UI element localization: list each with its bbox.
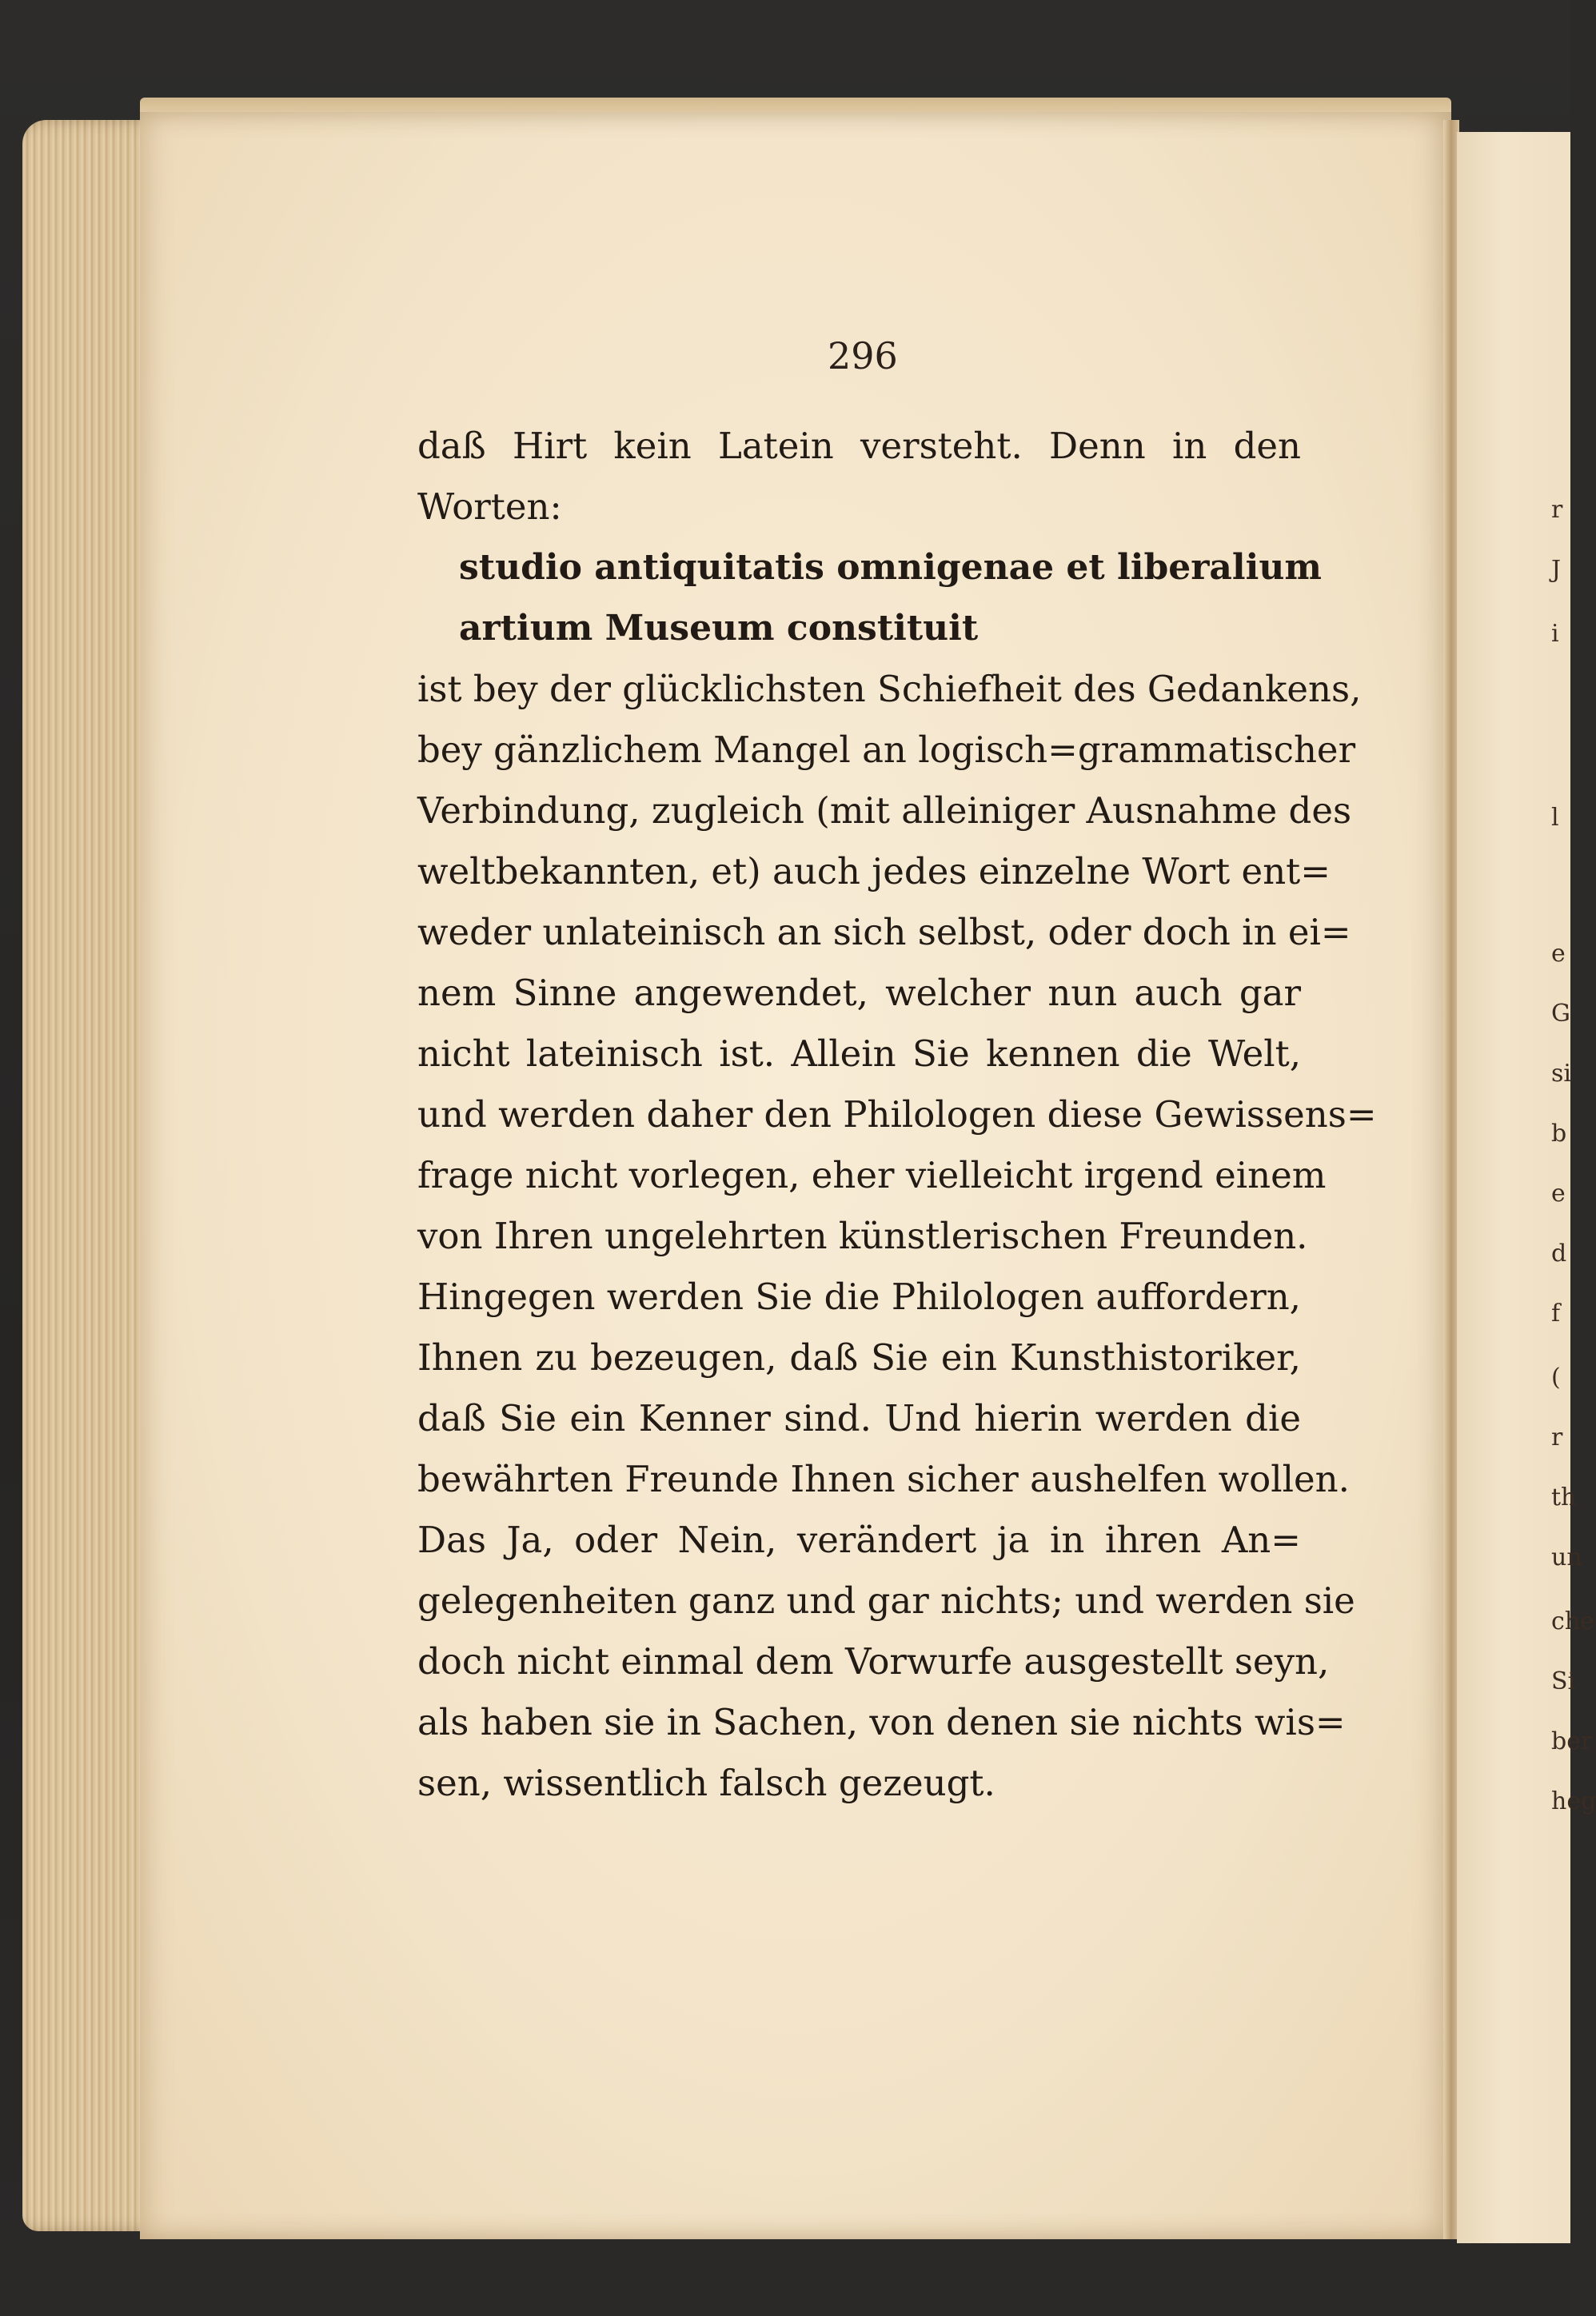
latin-quote-line: artium Museum constituit	[459, 608, 979, 649]
facing-fragment: f	[1551, 1300, 1561, 1328]
latin-quote-line: studio antiquitatis omnigenae et liberalium	[459, 547, 1322, 588]
facing-fragment: heg	[1551, 1787, 1596, 1815]
text-line: bewährten Freunde Ihnen sicher aushelfen wollen.	[417, 1458, 1350, 1500]
facing-fragment: b	[1551, 1120, 1567, 1148]
text-line: doch nicht einmal dem Vorwurfe ausgestellt seyn,	[417, 1640, 1330, 1683]
text-line: daß Hirt kein Latein versteht. Denn in den	[417, 425, 1301, 467]
text-line: Verbindung, zugleich (mit alleiniger Ausnahme des	[417, 789, 1352, 832]
facing-fragment: r	[1551, 1424, 1563, 1451]
text-line: nem Sinne angewendet, welcher nun auch gar	[417, 972, 1301, 1014]
text-line: nicht lateinisch ist. Allein Sie kennen die Welt,	[417, 1032, 1301, 1075]
text-line: sen, wissentlich falsch gezeugt.	[417, 1762, 996, 1804]
text-line: als haben sie in Sachen, von denen sie nichts wis=	[417, 1701, 1346, 1743]
text-line: daß Sie ein Kenner sind. Und hierin werden die	[417, 1397, 1301, 1440]
text-line: bey gänzlichem Mangel an logisch=grammatischer	[417, 729, 1356, 771]
text-line: von Ihren ungelehrten künstlerischen Freunden.	[417, 1215, 1308, 1257]
facing-fragment: l	[1551, 804, 1559, 832]
text-line: Worten:	[417, 485, 562, 528]
facing-fragment: e	[1551, 940, 1566, 968]
text-line: weder unlateinisch an sich selbst, oder doch in ei=	[417, 911, 1351, 953]
text-line: Hingegen werden Sie die Philologen auffordern,	[417, 1276, 1301, 1318]
text-line: Das Ja, oder Nein, verändert ja in ihren An=	[417, 1519, 1301, 1561]
facing-fragment: che	[1551, 1607, 1594, 1635]
facing-fragment: e	[1551, 1180, 1566, 1208]
facing-fragment: th	[1551, 1483, 1577, 1511]
facing-fragment: G	[1551, 1000, 1570, 1028]
facing-fragment: d	[1551, 1240, 1567, 1268]
text-line: weltbekannten, et) auch jedes einzelne Wort ent=	[417, 850, 1331, 892]
text-line: Ihnen zu bezeugen, daß Sie ein Kunsthistoriker,	[417, 1336, 1301, 1379]
facing-page	[1457, 132, 1596, 2243]
facing-fragment: si	[1551, 1060, 1571, 1088]
facing-fragment: ber	[1551, 1727, 1593, 1755]
facing-fragment: (	[1551, 1364, 1561, 1392]
text-line: frage nicht vorlegen, eher vielleicht irgend einem	[417, 1154, 1327, 1196]
page-number: 296	[828, 334, 898, 377]
facing-fragment: r	[1551, 496, 1563, 524]
facing-fragment: i	[1551, 620, 1559, 648]
text-line: gelegenheiten ganz und gar nichts; und werden sie	[417, 1579, 1355, 1622]
facing-fragment: J	[1551, 556, 1562, 584]
text-line: ist bey der glücklichsten Schiefheit des Gedankens,	[417, 668, 1362, 710]
text-line: und werden daher den Philologen diese Gewissens=	[417, 1093, 1377, 1136]
facing-fragment: un	[1551, 1543, 1582, 1571]
facing-fragment: Si	[1551, 1667, 1576, 1695]
